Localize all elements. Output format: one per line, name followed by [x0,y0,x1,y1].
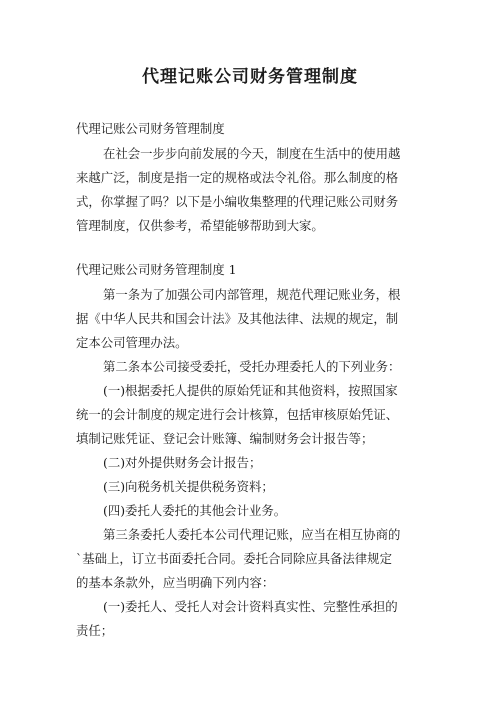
paragraph-line: 填制记账凭证、登记会计账簿、编制财务会计报告等； [76,431,374,446]
paragraph-line: 定本公司管理办法。 [76,335,188,350]
paragraph-line: 管理制度，仅供参考，希望能够帮助到大家。 [76,218,324,233]
paragraph-line: 责任； [76,623,114,638]
paragraph-line: (四)委托人委托的其他会计业务。 [103,503,287,518]
section-heading: 代理记账公司财务管理制度 1 [76,262,237,277]
document-title: 代理记账公司财务管理制度 [142,67,358,87]
paragraph-line: 的基本条款外，应当明确下列内容： [76,575,275,590]
paragraph-line: 在社会一步步向前发展的今天，制度在生活中的使用越 [103,146,401,161]
paragraph-line: 式，你掌握了吗？以下是小编收集整理的代理记账公司财务 [76,194,399,209]
paragraph-line: (二)对外提供财务会计报告； [103,455,262,470]
paragraph-line: 第二条本公司接受委托，受托办理委托人的下列业务： [103,359,401,374]
paragraph-line: (三)向税务机关提供税务资料； [103,479,274,494]
paragraph-line: (一)委托人、受托人对会计资料真实性、完整性承担的 [103,599,398,614]
paragraph-line: 来越广泛，制度是指一定的规格或法令礼俗。那么制度的格 [76,170,399,185]
paragraph-line: 第一条为了加强公司内部管理，规范代理记账业务，根 [103,287,401,302]
paragraph-line: 据《中华人民共和国会计法》及其他法律、法规的规定，制 [76,311,399,326]
paragraph-line: (一)根据委托人提供的原始凭证和其他资料，按照国家 [103,383,398,398]
paragraph-line: `基础上，订立书面委托合同。委托合同除应具备法律规定 [76,551,392,566]
paragraph-line: 第三条委托人委托本公司代理记账，应当在相互协商的 [103,527,401,542]
paragraph-line: 统一的会计制度的规定进行会计核算，包括审核原始凭证、 [76,407,399,422]
section-heading: 代理记账公司财务管理制度 [76,121,225,136]
